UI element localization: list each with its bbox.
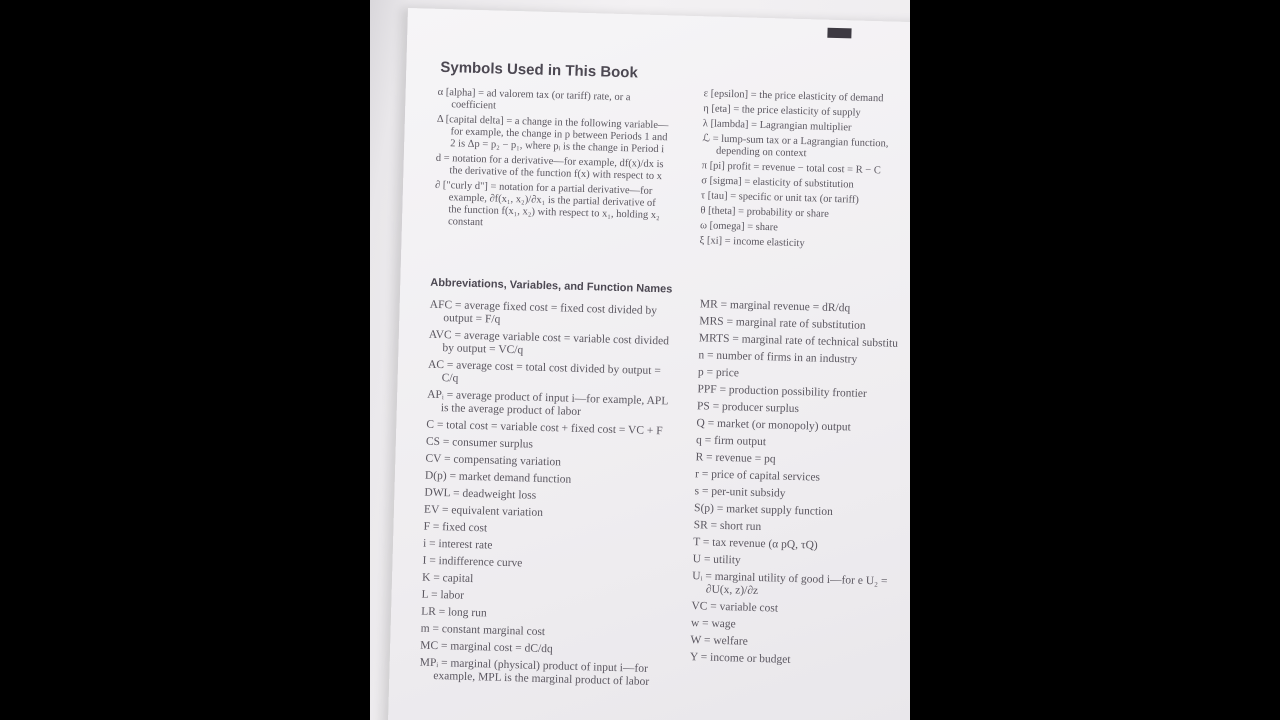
abbreviations-heading: Abbreviations, Variables, and Function Names	[430, 276, 673, 296]
symbol-entry: ε [epsilon] = the price elasticity of demand	[703, 88, 884, 105]
symbol-entry: η [eta] = the price elasticity of supply	[703, 103, 861, 119]
symbol-entry: α [alpha] = ad valorem tax (or tariff) rate, or a coefficient	[437, 86, 631, 112]
abbreviation-entry: T = tax revenue (α pQ, τQ)	[693, 536, 818, 552]
abbreviation-entry: LR = long run	[420, 605, 487, 620]
abbreviation-entry: L = labor	[421, 588, 465, 602]
abbreviation-entry: SR = short run	[693, 519, 762, 534]
abbreviation-entry: AFC = average fixed cost = fixed cost divided by output = F/q	[429, 298, 658, 326]
abbreviation-entry: Q = market (or monopoly) output	[696, 417, 852, 434]
abbreviation-entry: MPᵢ = marginal (physical) product of input i—for example, MPL is the marginal product of labor	[419, 656, 650, 688]
abbreviation-entry: n = number of firms in an industry	[698, 349, 858, 366]
abbreviation-entry: i = interest rate	[422, 537, 493, 552]
symbol-entry: ℒ = lump-sum tax or a Lagrangian function, depending on context	[702, 133, 889, 160]
abbreviation-entry: VC = variable cost	[691, 600, 779, 615]
symbol-entry: d = notation for a derivative—for example, df(x)/dx is the derivative of the function f(x) with respect to x	[435, 152, 664, 183]
symbols-heading: Symbols Used in This Book	[440, 58, 639, 82]
abbreviation-entry: U = utility	[692, 553, 741, 567]
abbreviation-entry: Y = income or budget	[689, 651, 791, 666]
abbreviation-entry: K = capital	[421, 571, 474, 586]
abbreviation-entry: D(p) = market demand function	[424, 469, 572, 486]
symbol-entry: ξ [xi] = income elasticity	[699, 235, 805, 250]
page-corner-mark	[827, 28, 851, 39]
abbreviation-entry: S(p) = market supply function	[693, 502, 833, 519]
abbreviation-entry: q = firm output	[695, 434, 767, 449]
abbreviation-entry: CS = consumer surplus	[425, 435, 534, 451]
abbreviation-entry: APᵢ = average product of input i—for example, APL is the average product of labor	[427, 388, 669, 418]
book-page	[387, 8, 910, 720]
abbreviation-entry: CV = compensating variation	[425, 452, 562, 469]
book-page-photo	[370, 0, 910, 720]
abbreviation-entry: AC = average cost = total cost divided by output = C/q	[427, 358, 661, 385]
abbreviation-entry: I = indifference curve	[422, 554, 523, 570]
symbol-entry: π [pi] profit = revenue − total cost = R − C	[701, 160, 881, 177]
abbreviation-entry: EV = equivalent variation	[423, 503, 544, 519]
abbreviation-entry: s = per-unit subsidy	[694, 485, 786, 500]
abbreviation-entry: MRTS = marginal rate of technical substitu	[698, 332, 899, 350]
abbreviation-entry: PPF = production possibility frontier	[697, 383, 867, 400]
symbol-entry: ∂ ["curly d"] = notation for a partial derivative—for example, ∂f(x₁, x₂)/∂x₁ is the partial derivative of the function f(x₁, x₂) with respect to x₁, holding x₂ constant	[434, 179, 660, 229]
abbreviation-entry: w = wage	[690, 617, 736, 631]
abbreviation-entry: Uᵢ = marginal utility of good i—for e U₂ = ∂U(x, z)/∂z	[692, 570, 888, 598]
abbreviations-left-column	[419, 299, 675, 694]
abbreviation-entry: PS = producer surplus	[696, 400, 800, 416]
abbreviation-entry: W = welfare	[690, 634, 748, 648]
abbreviations-right-column	[690, 298, 910, 674]
symbols-left-column	[434, 87, 673, 238]
abbreviation-entry: MR = marginal revenue = dR/dq	[699, 298, 851, 315]
abbreviation-entry: R = revenue = pq	[695, 451, 776, 466]
symbol-entry: Δ [capital delta] = a change in the following variable—for example, the change in p between Periods 1 and 2 is Δp = p₂ − p₁, where pᵢ is the change in Period i	[436, 113, 669, 156]
abbreviation-entry: DWL = deadweight loss	[424, 486, 537, 502]
abbreviation-entry: MC = marginal cost = dC/dq	[420, 639, 553, 656]
abbreviation-entry: r = price of capital services	[694, 468, 821, 484]
symbol-entry: λ [lambda] = Lagrangian multiplier	[702, 118, 852, 134]
abbreviation-entry: p = price	[697, 366, 740, 380]
symbol-entry: ω [omega] = share	[699, 220, 779, 234]
abbreviation-entry: F = fixed cost	[423, 520, 488, 535]
abbreviation-entry: MRS = marginal rate of substitution	[699, 315, 866, 332]
symbol-entry: σ [sigma] = elasticity of substitution	[701, 175, 854, 191]
symbol-entry: θ [theta] = probability or share	[700, 205, 830, 220]
abbreviation-entry: C = total cost = variable cost + fixed cost = VC + F	[426, 418, 663, 438]
abbreviation-entry: m = constant marginal cost	[420, 622, 546, 639]
abbreviation-entry: AVC = average variable cost = variable cost divided by output = VC/q	[428, 328, 670, 357]
symbols-right-column	[699, 88, 893, 255]
symbol-entry: τ [tau] = specific or unit tax (or tariff)	[700, 190, 860, 206]
